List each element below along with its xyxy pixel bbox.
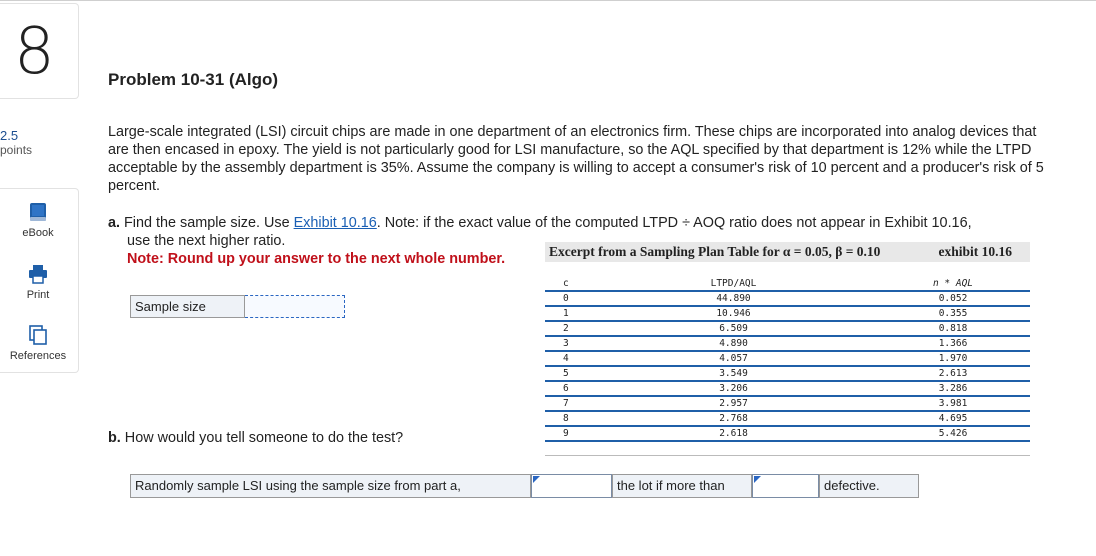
cell-n-aql: 1.970: [876, 351, 1030, 366]
dropdown-indicator-icon: [754, 476, 761, 483]
cell-c: 0: [545, 291, 591, 306]
cell-c: 2: [545, 321, 591, 336]
cell-ltpd-aql: 4.057: [591, 351, 876, 366]
cell-n-aql: 5.426: [876, 426, 1030, 441]
sentence-part-3: defective.: [819, 474, 919, 498]
points-value: 2.5: [0, 128, 19, 143]
cell-c: 7: [545, 396, 591, 411]
column-header-c: c: [545, 277, 591, 291]
table-row: [545, 381, 1030, 396]
exhibit-link[interactable]: Exhibit 10.16: [293, 215, 377, 231]
part-b-question: [108, 430, 403, 446]
print-icon: [27, 263, 49, 285]
exhibit-header: [545, 242, 1030, 262]
exhibit-bottom-rule: [545, 455, 1030, 456]
cell-c: 5: [545, 366, 591, 381]
question-number: 8: [14, 15, 55, 89]
problem-intro: Large-scale integrated (LSI) circuit chips are made in one department of an electronics firm. These chips are incorporated into analog devices that are then encased in epoxy. The yield is not particularly good for LSI manufacture, so the AQL specified by that department is 12% while the LTPD acceptable by the assembly department is 35%. Assume the company is willing to accept a consumer's risk of 10 percent and a producer's risk of 5 percent.: [108, 124, 1044, 194]
cell-ltpd-aql: 44.890: [591, 291, 876, 306]
cell-c: 1: [545, 306, 591, 321]
table-row: [545, 366, 1030, 381]
points-label: points: [0, 143, 33, 157]
defect-count-dropdown[interactable]: [752, 474, 819, 498]
table-row: [545, 306, 1030, 321]
references-icon: [27, 324, 49, 346]
table-row: [545, 351, 1030, 366]
sampling-plan-table: [545, 277, 1030, 442]
rounding-note: Note: Round up your answer to the next whole number.: [127, 251, 506, 267]
column-header-ltpd-aql: LTPD/AQL: [591, 277, 876, 291]
top-divider: [0, 0, 1096, 1]
part-b-text: How would you tell someone to do the test?: [120, 430, 404, 446]
cell-c: 9: [545, 426, 591, 441]
references-label: References: [9, 350, 67, 362]
sample-size-input[interactable]: [245, 296, 345, 318]
cell-ltpd-aql: 2.768: [591, 411, 876, 426]
print-button[interactable]: [0, 263, 78, 301]
dropdown-indicator-icon: [533, 476, 540, 483]
references-button[interactable]: [0, 324, 78, 362]
cell-ltpd-aql: 4.890: [591, 336, 876, 351]
question-number-box: [0, 3, 79, 99]
cell-n-aql: 0.818: [876, 321, 1030, 336]
exhibit-title: Excerpt from a Sampling Plan Table for α = 0.05, β = 0.10: [549, 244, 881, 259]
sample-size-answer-table: [130, 295, 345, 318]
cell-n-aql: 2.613: [876, 366, 1030, 381]
ebook-icon: [27, 201, 49, 223]
cell-ltpd-aql: 2.618: [591, 426, 876, 441]
ebook-label: eBook: [22, 227, 54, 239]
ebook-button[interactable]: [0, 201, 78, 239]
table-row: [545, 321, 1030, 336]
table-row: [545, 291, 1030, 306]
part-b-answer-sentence: [130, 474, 919, 498]
table-row: [545, 336, 1030, 351]
cell-n-aql: 0.355: [876, 306, 1030, 321]
cell-ltpd-aql: 3.206: [591, 381, 876, 396]
column-header-n-aql: n * AQL: [876, 277, 1030, 291]
problem-title: Problem 10-31 (Algo): [108, 70, 279, 89]
accept-reject-dropdown[interactable]: [531, 474, 612, 498]
cell-ltpd-aql: 6.509: [591, 321, 876, 336]
part-a-letter: a.: [108, 215, 121, 231]
part-a-text-before: Find the sample size. Use: [120, 215, 294, 231]
cell-ltpd-aql: 3.549: [591, 366, 876, 381]
table-row: [545, 411, 1030, 426]
print-label: Print: [26, 289, 50, 301]
table-row: [545, 396, 1030, 411]
cell-ltpd-aql: 2.957: [591, 396, 876, 411]
sample-size-label: Sample size: [131, 296, 245, 318]
part-a-text-line2: use the next higher ratio.: [127, 233, 286, 249]
table-row: [545, 426, 1030, 441]
cell-c: 8: [545, 411, 591, 426]
table-header-row: [545, 277, 1030, 291]
cell-c: 6: [545, 381, 591, 396]
cell-c: 4: [545, 351, 591, 366]
part-b-letter: b.: [108, 430, 121, 446]
sentence-part-2: the lot if more than: [612, 474, 752, 498]
cell-n-aql: 4.695: [876, 411, 1030, 426]
sentence-part-1: Randomly sample LSI using the sample size from part a,: [130, 474, 531, 498]
exhibit-label: exhibit 10.16: [938, 244, 1012, 259]
cell-c: 3: [545, 336, 591, 351]
cell-n-aql: 1.366: [876, 336, 1030, 351]
part-a-text-after: . Note: if the exact value of the computed LTPD ÷ AOQ ratio does not appear in Exhibit 10.16,: [376, 215, 972, 231]
cell-n-aql: 3.286: [876, 381, 1030, 396]
tools-panel: [0, 188, 79, 373]
cell-ltpd-aql: 10.946: [591, 306, 876, 321]
cell-n-aql: 3.981: [876, 396, 1030, 411]
cell-n-aql: 0.052: [876, 291, 1030, 306]
